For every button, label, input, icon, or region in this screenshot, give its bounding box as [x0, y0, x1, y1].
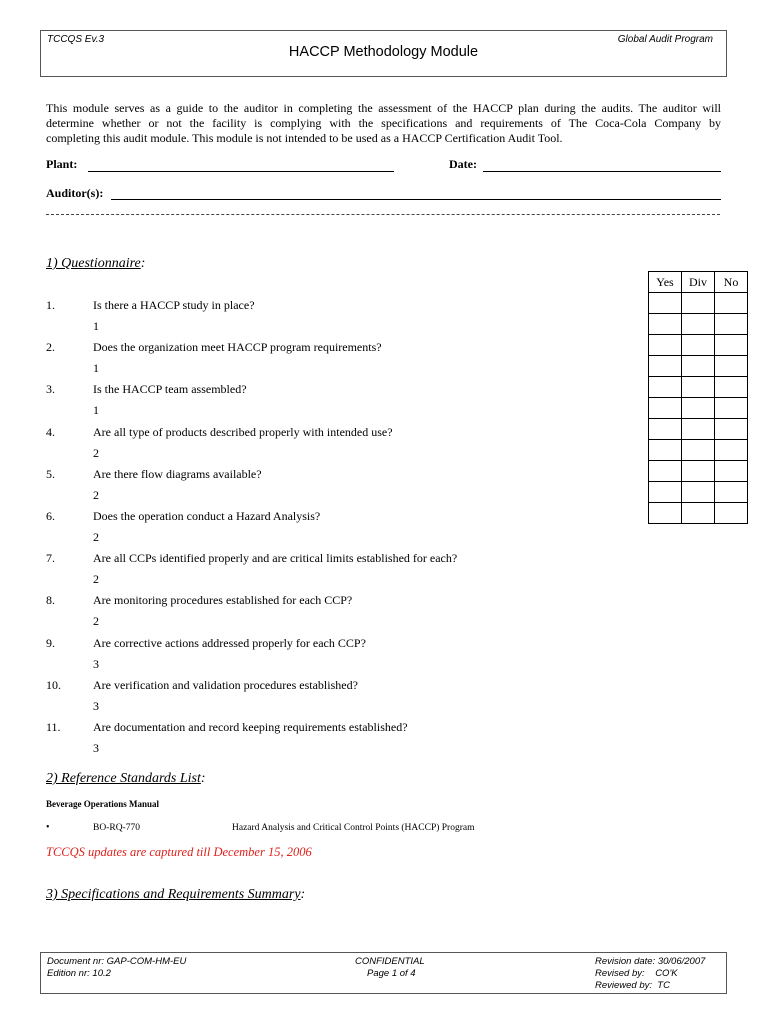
date-label: Date:	[449, 157, 477, 171]
answer-cell[interactable]	[649, 440, 682, 461]
answer-cell[interactable]	[649, 461, 682, 482]
grid-row	[649, 293, 748, 314]
answer-cell[interactable]	[682, 482, 715, 503]
update-note: TCCQS updates are captured till December 15, 2006	[46, 845, 312, 859]
answer-cell[interactable]	[715, 356, 748, 377]
intro-paragraph	[46, 101, 721, 146]
document-number: Document nr: GAP-COM-HM-EU	[47, 956, 187, 967]
plant-label: Plant:	[46, 157, 78, 171]
question-score: 2	[93, 614, 99, 628]
reference-name: Hazard Analysis and Critical Control Points (HACCP) Program	[232, 823, 475, 833]
questionnaire-title: 1) Questionnaire:	[46, 256, 146, 271]
question-text: Are there flow diagrams available?	[93, 467, 262, 481]
grid-row	[649, 461, 748, 482]
answer-grid	[648, 271, 748, 524]
answer-cell[interactable]	[649, 356, 682, 377]
grid-header-row	[649, 272, 748, 293]
revised-by: Revised by: CO'K	[595, 968, 678, 979]
intro-line: determine whether or not the facility is complying with the specifications and requirements of The Coca-Cola Company by	[46, 116, 721, 130]
edition-number: Edition nr: 10.2	[47, 968, 111, 979]
grid-row	[649, 440, 748, 461]
question-score: 2	[93, 530, 99, 544]
auditors-label: Auditor(s):	[46, 186, 104, 200]
answer-cell[interactable]	[682, 419, 715, 440]
reference-title: 2) Reference Standards List:	[46, 771, 206, 786]
grid-row	[649, 314, 748, 335]
grid-row	[649, 356, 748, 377]
answer-cell[interactable]	[715, 419, 748, 440]
question-number: 7.	[46, 551, 55, 565]
separator-line	[46, 214, 720, 215]
question-number: 2.	[46, 340, 55, 354]
question-score: 3	[93, 699, 99, 713]
auditors-field[interactable]	[111, 199, 721, 200]
question-number: 8.	[46, 593, 55, 607]
question-text: Are monitoring procedures established for each CCP?	[93, 593, 353, 607]
plant-field[interactable]	[88, 171, 394, 172]
header-program-code: TCCQS Ev.3	[47, 34, 105, 45]
grid-row	[649, 377, 748, 398]
answer-cell[interactable]	[715, 335, 748, 356]
question-text: Is the HACCP team assembled?	[93, 382, 247, 396]
date-field[interactable]	[483, 171, 721, 172]
answer-cell[interactable]	[715, 293, 748, 314]
bullet-icon: •	[46, 822, 50, 833]
answer-cell[interactable]	[649, 293, 682, 314]
question-text: Are all CCPs identified properly and are critical limits established for each?	[93, 551, 458, 565]
grid-row	[649, 398, 748, 419]
revision-date: Revision date: 30/06/2007	[595, 956, 706, 967]
page-footer	[40, 952, 727, 994]
intro-line: completing this audit module. This module is not intended to be used as a HACCP Certification Audit Tool.	[46, 131, 563, 145]
question-number: 5.	[46, 467, 55, 481]
grid-header-cell: Div	[682, 272, 715, 293]
answer-cell[interactable]	[715, 440, 748, 461]
question-score: 2	[93, 488, 99, 502]
question-score: 1	[93, 319, 99, 333]
answer-cell[interactable]	[715, 398, 748, 419]
answer-cell[interactable]	[715, 482, 748, 503]
answer-cell[interactable]	[682, 293, 715, 314]
answer-cell[interactable]	[682, 440, 715, 461]
grid-row	[649, 503, 748, 524]
answer-cell[interactable]	[682, 503, 715, 524]
answer-cell[interactable]	[715, 503, 748, 524]
question-number: 11.	[46, 720, 61, 734]
reviewed-by: Reviewed by: TC	[595, 980, 670, 991]
answer-cell[interactable]	[715, 314, 748, 335]
intro-line: This module serves as a guide to the auditor in completing the assessment of the HACCP plan during the audits. The auditor will	[46, 101, 721, 115]
question-number: 9.	[46, 636, 55, 650]
question-text: Is there a HACCP study in place?	[93, 298, 255, 312]
answer-cell[interactable]	[649, 314, 682, 335]
header-program-name: Global Audit Program	[617, 34, 713, 45]
answer-cell[interactable]	[682, 398, 715, 419]
grid-row	[649, 335, 748, 356]
page-header	[40, 30, 727, 77]
page-number: Page 1 of 4	[367, 968, 416, 979]
question-number: 6.	[46, 509, 55, 523]
specs-title: 3) Specifications and Requirements Summary:	[46, 887, 306, 902]
document-title: HACCP Methodology Module	[288, 44, 479, 60]
answer-cell[interactable]	[682, 335, 715, 356]
manual-name: Beverage Operations Manual	[46, 799, 159, 809]
answer-cell[interactable]	[682, 461, 715, 482]
question-number: 4.	[46, 425, 55, 439]
grid-header-cell: No	[715, 272, 748, 293]
question-score: 3	[93, 657, 99, 671]
question-score: 1	[93, 361, 99, 375]
question-number: 1.	[46, 298, 55, 312]
grid-row	[649, 419, 748, 440]
answer-cell[interactable]	[649, 503, 682, 524]
grid-row	[649, 482, 748, 503]
answer-cell[interactable]	[649, 398, 682, 419]
answer-cell[interactable]	[682, 314, 715, 335]
question-score: 2	[93, 572, 99, 586]
answer-cell[interactable]	[682, 356, 715, 377]
question-text: Are verification and validation procedures established?	[93, 678, 358, 692]
question-number: 10.	[46, 678, 61, 692]
reference-code: BO-RQ-770	[93, 823, 140, 833]
answer-cell[interactable]	[715, 377, 748, 398]
question-text: Does the organization meet HACCP program requirements?	[93, 340, 382, 354]
grid-header-cell: Yes	[649, 272, 682, 293]
answer-cell[interactable]	[649, 335, 682, 356]
question-text: Are all type of products described properly with intended use?	[93, 425, 393, 439]
question-text: Does the operation conduct a Hazard Analysis?	[93, 509, 321, 523]
answer-cell[interactable]	[649, 419, 682, 440]
question-score: 1	[93, 403, 99, 417]
answer-cell[interactable]	[649, 482, 682, 503]
question-number: 3.	[46, 382, 55, 396]
question-text: Are corrective actions addressed properly for each CCP?	[93, 636, 366, 650]
question-score: 3	[93, 741, 99, 755]
answer-cell[interactable]	[715, 461, 748, 482]
answer-cell[interactable]	[649, 377, 682, 398]
answer-cell[interactable]	[682, 377, 715, 398]
confidential-label: CONFIDENTIAL	[355, 956, 425, 967]
question-score: 2	[93, 446, 99, 460]
question-text: Are documentation and record keeping requirements established?	[93, 720, 408, 734]
